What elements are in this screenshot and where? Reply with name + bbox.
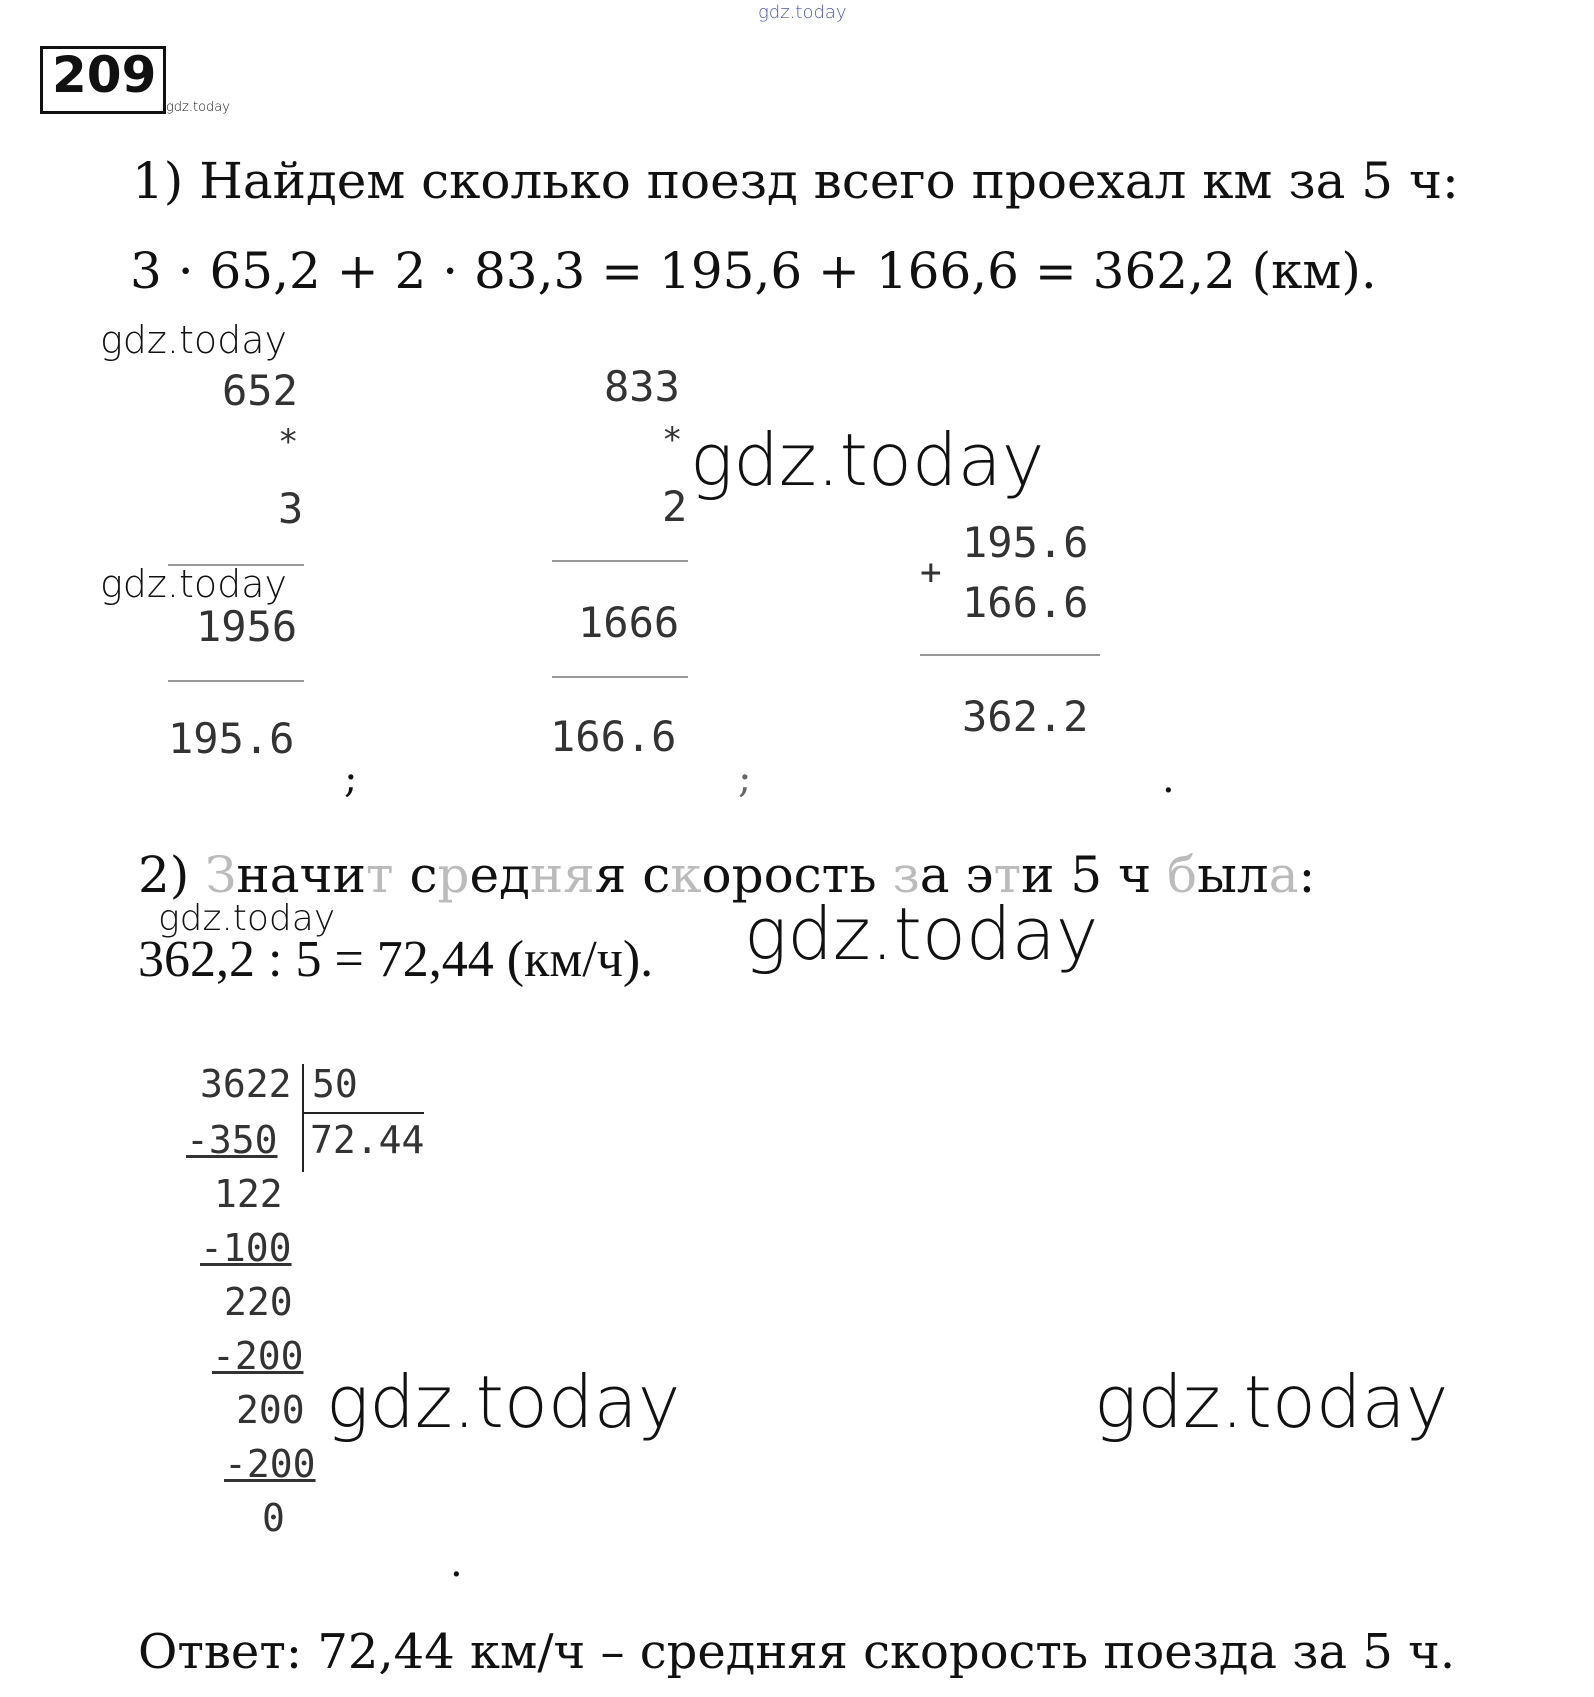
step2-part: а э	[919, 846, 994, 904]
answer: Ответ: 72,44 км/ч – средняя скорость поезда за 5 ч.	[138, 1624, 1456, 1680]
step2-part: :	[1298, 846, 1316, 904]
step2-formula: 362,2 : 5 = 72,44 (км/ч).	[138, 931, 654, 988]
step2-part: начи	[236, 846, 366, 904]
calc-a-op: *	[278, 422, 299, 462]
step2-part: с	[393, 846, 438, 904]
step2-part: 2)	[138, 846, 206, 904]
calc-a-product: 1956	[196, 602, 298, 651]
step2-text	[138, 846, 1315, 904]
calc-c-a: 195.6	[962, 518, 1089, 567]
calc-a-result: 195.6	[168, 714, 295, 763]
calc-b-top: 833	[604, 362, 680, 411]
watermark: gdz.today	[100, 318, 287, 362]
watermark: gdz.today	[326, 1360, 681, 1444]
division-row: -350	[186, 1118, 278, 1162]
step2-part: ед	[469, 846, 530, 904]
site-mark: gdz.today	[758, 2, 847, 23]
calc-b-product: 1666	[578, 598, 680, 647]
watermark: gdz.today	[744, 892, 1099, 976]
calc-b-mult: 2	[662, 482, 688, 531]
calc-c-b: 166.6	[962, 578, 1089, 627]
division-row: -100	[200, 1226, 292, 1270]
division-row: 122	[214, 1172, 283, 1216]
calc-c-sum: 362.2	[962, 692, 1089, 741]
division-dividend: 3622	[200, 1062, 292, 1106]
watermark: gdz.today	[690, 418, 1045, 502]
step2-part: з	[892, 846, 920, 904]
step1-text: 1) Найдем сколько поезд всего проехал км за 5 ч:	[132, 152, 1459, 210]
calc-b-op: *	[662, 420, 683, 460]
division-row: -200	[212, 1334, 304, 1378]
calc-a-sep: ;	[344, 756, 358, 802]
problem-number: 209	[52, 46, 157, 104]
division-quotient-rule	[304, 1112, 424, 1114]
step2-part: р	[437, 846, 470, 904]
step2-part: орость	[701, 846, 893, 904]
calc-a-top: 652	[222, 366, 298, 415]
step2-part: т	[993, 846, 1022, 904]
watermark: gdz.today	[1094, 1360, 1449, 1444]
step2-part: т	[365, 846, 394, 904]
step2-part: ыл	[1197, 846, 1269, 904]
calc-a-mult: 3	[278, 484, 304, 533]
calc-b-result: 166.6	[550, 712, 677, 761]
step2-part: б	[1167, 846, 1198, 904]
step2-part: и 5 ч	[1021, 846, 1168, 904]
calc-b-rule-1	[552, 560, 688, 562]
division-end: .	[450, 1540, 463, 1586]
step2-part: ня	[529, 846, 595, 904]
calc-b-sep: ;	[738, 756, 752, 802]
division-row: 220	[224, 1280, 293, 1324]
step2-part: я с	[594, 846, 671, 904]
calc-b-rule-2	[552, 676, 688, 678]
number-mark: gdz.today	[166, 100, 230, 115]
calc-c-sep: .	[1162, 756, 1175, 802]
calc-a-rule-2	[168, 680, 304, 682]
division-row: 0	[262, 1496, 285, 1540]
calc-c-rule	[920, 654, 1100, 656]
step1-formula: 3 · 65,2 + 2 · 83,3 = 195,6 + 166,6 = 362,2 (км).	[130, 242, 1377, 300]
step2-part: З	[205, 846, 237, 904]
step2-part: к	[670, 846, 702, 904]
watermark: gdz.today	[158, 898, 336, 939]
step2-part: а	[1268, 846, 1299, 904]
calc-c-op: +	[920, 552, 942, 593]
division-vertical-line	[302, 1064, 304, 1172]
division-divisor: 50	[312, 1062, 358, 1106]
division-row: 200	[236, 1388, 305, 1432]
watermark: gdz.today	[100, 562, 287, 606]
division-quotient: 72.44	[310, 1118, 425, 1162]
division-row: -200	[224, 1442, 316, 1486]
